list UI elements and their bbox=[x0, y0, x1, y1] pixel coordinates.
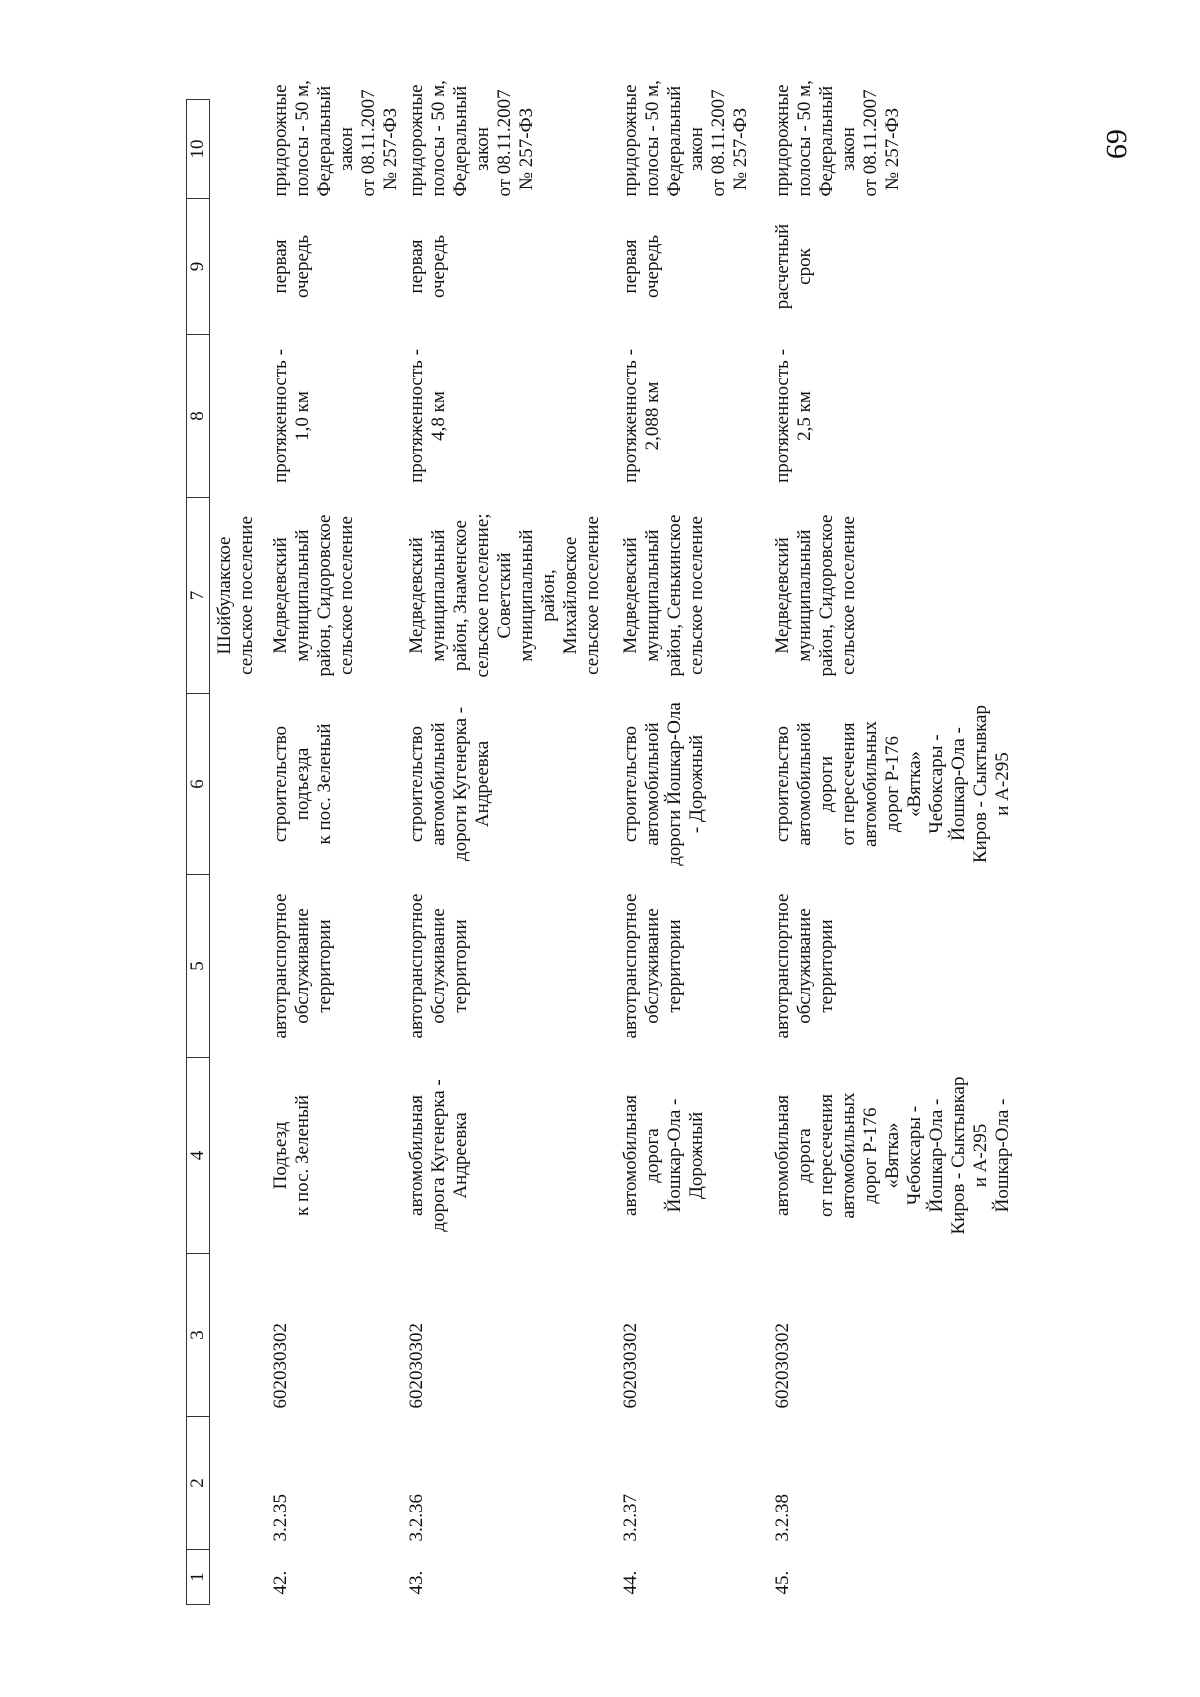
cell-text-line: дорог Р-176 bbox=[882, 735, 903, 833]
cell-text-line: подъезда bbox=[292, 747, 313, 821]
location-cell bbox=[768, 498, 1014, 694]
cell-text-line: дорог Р-176 bbox=[860, 1107, 881, 1204]
cell-text-line: Йошкар-Ола - bbox=[926, 1098, 947, 1213]
stage-cell bbox=[768, 199, 1014, 335]
location-cell bbox=[616, 498, 768, 694]
cell-text-line: к пос. Зеленый bbox=[314, 723, 335, 845]
cell-text-line: муниципальный bbox=[292, 529, 313, 662]
row-number-cell: 44. bbox=[620, 1570, 641, 1595]
cell-text-line: дороги bbox=[816, 755, 837, 813]
cell-text-line: Андреевка bbox=[450, 1112, 471, 1199]
cell-text-line: дороги Йошкар-Ола bbox=[664, 702, 685, 866]
cell-text-line: Йошкар-Ола - bbox=[664, 1098, 685, 1213]
sub-number-cell: 3.2.37 bbox=[620, 1494, 641, 1542]
cell-text-line: автомобильная bbox=[772, 1095, 793, 1216]
cell-text-line: и А-295 bbox=[970, 1123, 991, 1188]
cell-text-line: протяженность - bbox=[406, 349, 427, 483]
cell-text-line: Федеральный bbox=[664, 85, 685, 197]
cell-text-line: от 08.11.2007 bbox=[708, 89, 729, 197]
stage-cell bbox=[266, 199, 402, 335]
cell-text-line: автотранспортное bbox=[620, 893, 641, 1039]
cell-text-line: строительство bbox=[406, 725, 427, 843]
cell-text-line: Медведевский bbox=[270, 537, 291, 654]
object-name-cell bbox=[266, 1058, 402, 1254]
stage-cell bbox=[402, 199, 616, 335]
cell-text-line: протяженность - bbox=[620, 349, 641, 483]
cell-text-line: срок bbox=[794, 248, 815, 285]
cell-text-line: район, bbox=[538, 569, 559, 622]
characteristic-cell bbox=[402, 335, 616, 498]
activity-cell bbox=[402, 694, 616, 875]
cell-text-line: № 257-ФЗ bbox=[380, 107, 401, 191]
cell-text-line: муниципальный bbox=[642, 529, 663, 662]
purpose-cell bbox=[616, 875, 768, 1058]
cell-text-line: район, Знаменское bbox=[450, 520, 471, 671]
sub-number-cell: 3.2.36 bbox=[406, 1494, 427, 1542]
cell-text-line: сельское поселение; bbox=[472, 513, 493, 678]
cell-text-line: Чебоксары - bbox=[904, 1105, 925, 1206]
cell-text-line: Йошкар-Ола - bbox=[948, 727, 969, 841]
cell-text-line: от 08.11.2007 bbox=[860, 89, 881, 197]
cell-text-line: обслуживание bbox=[292, 908, 313, 1024]
cell-text-line: от 08.11.2007 bbox=[494, 89, 515, 197]
zones-cell bbox=[768, 80, 1014, 199]
cell-text-line: дороги Кугенерка - bbox=[450, 706, 471, 862]
object-name-cell bbox=[616, 1058, 768, 1254]
cell-text-line: 4,8 км bbox=[428, 391, 449, 441]
cell-text-line: закон bbox=[472, 127, 493, 171]
code-cell: 602030302 bbox=[406, 1323, 427, 1409]
cell-text-line: закон bbox=[686, 127, 707, 171]
characteristic-cell bbox=[768, 335, 1014, 498]
cell-text-line: территории bbox=[664, 919, 685, 1013]
cell-text-line: Дорожный bbox=[686, 1111, 707, 1200]
column-number-row bbox=[187, 100, 210, 1605]
cell-text-line: закон bbox=[838, 127, 859, 171]
cell-text-line: строительство bbox=[620, 725, 641, 843]
data-rows bbox=[266, 80, 1014, 1605]
continuation-row bbox=[210, 100, 267, 1605]
cell-text-line: автомобильной bbox=[428, 722, 449, 846]
cell-text-line: первая bbox=[270, 239, 291, 294]
cell-text-line: придорожные bbox=[772, 84, 793, 197]
cell-text-line: 2,088 км bbox=[642, 381, 663, 451]
activity-cell bbox=[266, 694, 402, 875]
column-number: 1 bbox=[187, 1550, 210, 1605]
cell-text-line: Медведевский bbox=[406, 537, 427, 654]
row-number-cell: 43. bbox=[406, 1570, 427, 1595]
cell-text-line: автотранспортное bbox=[406, 893, 427, 1039]
cell-text-line: Андреевка bbox=[472, 740, 493, 828]
zones-cell bbox=[616, 80, 768, 199]
continuation-text-line: сельское поселение bbox=[236, 516, 257, 675]
object-name-cell bbox=[768, 1058, 1014, 1254]
table-row bbox=[616, 100, 768, 1605]
purpose-cell bbox=[266, 875, 402, 1058]
cell-text-line: территории bbox=[450, 919, 471, 1013]
cell-text-line: протяженность - bbox=[772, 349, 793, 483]
cell-text-line: очередь bbox=[428, 235, 449, 299]
cell-text-line: от 08.11.2007 bbox=[358, 89, 379, 197]
code-cell: 602030302 bbox=[620, 1323, 641, 1409]
rotated-table bbox=[186, 80, 1086, 1605]
location-cell bbox=[402, 498, 616, 694]
column-number: 2 bbox=[187, 1417, 210, 1550]
cell-text-line: автомобильная bbox=[406, 1095, 427, 1216]
zones-cell bbox=[402, 80, 616, 199]
cell-text-line: закон bbox=[336, 127, 357, 171]
cell-text-line: придорожные bbox=[270, 84, 291, 197]
cell-text-line: Федеральный bbox=[314, 85, 335, 197]
cell-text-line: автомобильная bbox=[620, 1095, 641, 1216]
cell-text-line: очередь bbox=[292, 235, 313, 299]
cell-text-line: очередь bbox=[642, 235, 663, 299]
cell-text-line: сельское поселение bbox=[838, 516, 859, 675]
cell-text-line: Медведевский bbox=[620, 537, 641, 654]
continuation-location-cell bbox=[210, 498, 267, 694]
cell-text-line: полосы - 50 м, bbox=[428, 80, 449, 197]
object-name-cell bbox=[402, 1058, 616, 1254]
table-header bbox=[187, 100, 210, 1605]
stage-cell bbox=[616, 199, 768, 335]
cell-text-line: Михайловское bbox=[560, 536, 581, 655]
purpose-cell bbox=[768, 875, 1014, 1058]
row-number-cell: 45. bbox=[772, 1570, 793, 1595]
cell-text-line: муниципальный bbox=[794, 529, 815, 662]
document-table bbox=[186, 80, 1014, 1605]
table-row bbox=[768, 100, 1014, 1605]
cell-text-line: Чебоксары - bbox=[926, 734, 947, 834]
cell-text-line: муниципальный bbox=[516, 529, 537, 662]
cell-text-line: Медведевский bbox=[772, 537, 793, 654]
cell-text-line: район, Сидоровское bbox=[816, 514, 837, 677]
cell-text-line: Киров - Сыктывкар bbox=[948, 1076, 969, 1235]
cell-text-line: № 257-ФЗ bbox=[730, 107, 751, 191]
code-cell: 602030302 bbox=[270, 1323, 291, 1409]
column-number: 8 bbox=[187, 335, 210, 498]
cell-text-line: и А-295 bbox=[992, 752, 1013, 816]
cell-text-line: территории bbox=[314, 919, 335, 1013]
page-number: 69 bbox=[1100, 129, 1133, 159]
code-cell: 602030302 bbox=[772, 1323, 793, 1409]
cell-text-line: район, Сидоровское bbox=[314, 514, 335, 677]
cell-text-line: Киров - Сыктывкар bbox=[970, 705, 991, 863]
cell-text-line: сельское поселение bbox=[336, 516, 357, 675]
characteristic-cell bbox=[266, 335, 402, 498]
cell-text-line: придорожные bbox=[406, 84, 427, 197]
cell-text-line: протяженность - bbox=[270, 349, 291, 483]
cell-text-line: «Вятка» bbox=[904, 750, 925, 818]
cell-text-line: территории bbox=[816, 919, 837, 1013]
cell-text-line: обслуживание bbox=[428, 908, 449, 1024]
cell-text-line: строительство bbox=[772, 725, 793, 843]
cell-text-line: автомобильной bbox=[642, 722, 663, 846]
cell-text-line: Советский bbox=[494, 552, 515, 639]
cell-text-line: сельское поселение bbox=[582, 516, 603, 675]
characteristic-cell bbox=[616, 335, 768, 498]
cell-text-line: строительство bbox=[270, 725, 291, 843]
cell-text-line: первая bbox=[406, 239, 427, 294]
cell-text-line: № 257-ФЗ bbox=[516, 107, 537, 191]
table-row bbox=[402, 100, 616, 1605]
cell-text-line: район, Сенькинское bbox=[664, 514, 685, 677]
cell-text-line: сельское поселение bbox=[686, 516, 707, 675]
sub-number-cell: 3.2.35 bbox=[270, 1494, 291, 1542]
purpose-cell bbox=[402, 875, 616, 1058]
cell-text-line: автотранспортное bbox=[772, 893, 793, 1039]
column-number: 9 bbox=[187, 199, 210, 335]
cell-text-line: от пересечения bbox=[816, 1094, 837, 1217]
cell-text-line: Федеральный bbox=[816, 85, 837, 197]
cell-text-line: дорога bbox=[794, 1128, 815, 1183]
cell-text-line: автомобильных bbox=[860, 720, 881, 848]
zones-cell bbox=[266, 80, 402, 199]
cell-text-line: 2,5 км bbox=[794, 391, 815, 441]
cell-text-line: Йошкар-Ола - bbox=[992, 1098, 1013, 1213]
column-number: 4 bbox=[187, 1058, 210, 1254]
cell-text-line: дорога bbox=[642, 1128, 663, 1183]
cell-text-line: 1,0 км bbox=[292, 391, 313, 441]
cell-text-line: обслуживание bbox=[642, 908, 663, 1024]
column-number: 7 bbox=[187, 498, 210, 694]
cell-text-line: обслуживание bbox=[794, 908, 815, 1024]
row-number-cell: 42. bbox=[270, 1570, 291, 1595]
cell-text-line: «Вятка» bbox=[882, 1122, 903, 1189]
activity-cell bbox=[768, 694, 1014, 875]
cell-text-line: полосы - 50 м, bbox=[794, 80, 815, 197]
activity-cell bbox=[616, 694, 768, 875]
table-row bbox=[266, 100, 402, 1605]
cell-text-line: - Дорожный bbox=[686, 734, 707, 834]
cell-text-line: Подъезд bbox=[270, 1121, 291, 1190]
cell-text-line: автомобильной bbox=[794, 722, 815, 846]
column-number: 6 bbox=[187, 694, 210, 875]
column-number: 5 bbox=[187, 875, 210, 1058]
continuation-text-line: Шойбулакское bbox=[214, 536, 235, 655]
cell-text-line: первая bbox=[620, 239, 641, 294]
cell-text-line: полосы - 50 м, bbox=[642, 80, 663, 197]
cell-text-line: расчетный bbox=[772, 223, 793, 310]
column-number: 10 bbox=[187, 100, 210, 199]
cell-text-line: Федеральный bbox=[450, 85, 471, 197]
cell-text-line: автотранспортное bbox=[270, 893, 291, 1039]
cell-text-line: дорога Кугенерка - bbox=[428, 1079, 449, 1232]
table-body bbox=[210, 100, 267, 1605]
cell-text-line: № 257-ФЗ bbox=[882, 107, 903, 191]
cell-text-line: от пересечения bbox=[838, 722, 859, 846]
cell-text-line: автомобильных bbox=[838, 1092, 859, 1219]
cell-text-line: придорожные bbox=[620, 84, 641, 197]
column-number: 3 bbox=[187, 1254, 210, 1417]
cell-text-line: полосы - 50 м, bbox=[292, 80, 313, 197]
cell-text-line: к пос. Зеленый bbox=[292, 1094, 313, 1217]
sub-number-cell: 3.2.38 bbox=[772, 1494, 793, 1542]
location-cell bbox=[266, 498, 402, 694]
cell-text-line: муниципальный bbox=[428, 529, 449, 662]
